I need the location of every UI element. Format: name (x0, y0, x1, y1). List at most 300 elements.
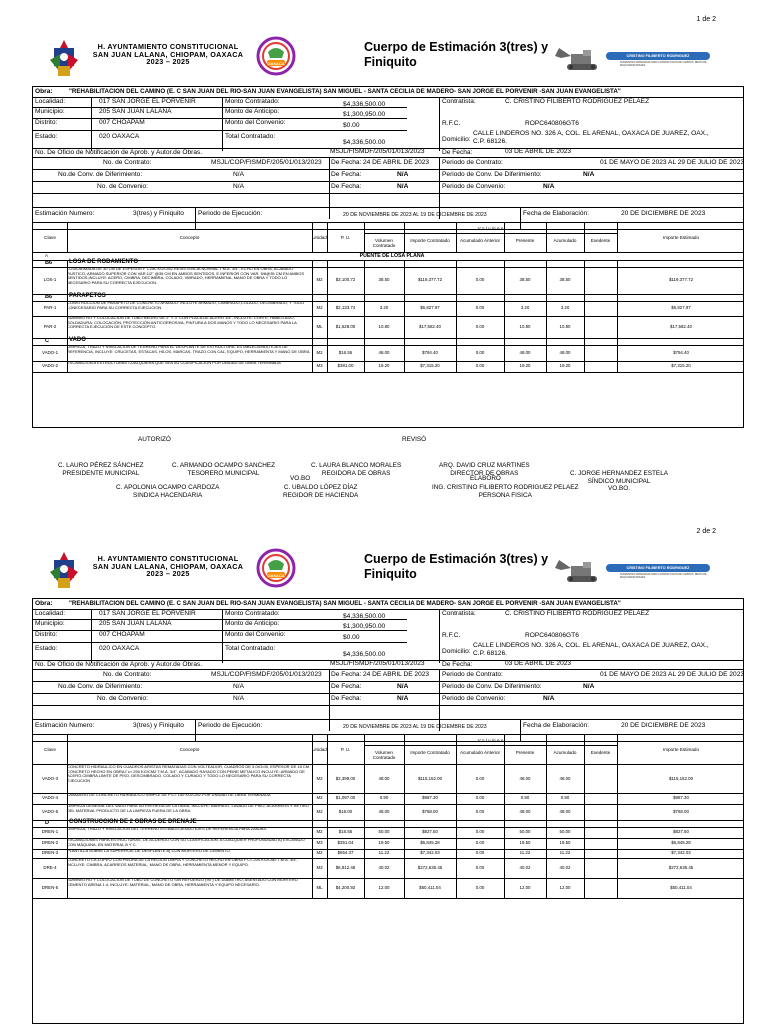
col-excedente: Exedente (590, 238, 611, 243)
contractor-logo (606, 560, 712, 588)
col-imp-contratado: Importe Contratado (410, 750, 450, 755)
estimacion-label: Estimación Numero: (35, 722, 95, 729)
row-acum-anterior: 0.00 (475, 829, 485, 834)
obra-value: "REHABILITACION DEL CAMINO (E. C SAN JUAN DEL RIO-SAN JUAN EVANGELISTA) SAN MIGUEL - SANTA CECILIA DE MADERO- SAN JORGE EL PORVENIR -SAN JUAN EVANGELISTA" (69, 88, 621, 95)
contrato-fecha-label: De Fecha: (331, 671, 362, 678)
convenio-fecha-label: De Fecha: (331, 183, 362, 190)
row-acum-anterior: 0.00 (475, 277, 485, 282)
page-number: 2 de 2 (696, 528, 716, 535)
domicilio-value-1: CALLE LINDEROS NO. 326 A, COL. EL ARENAL, OAXACA DE JUAREZ, OAX., (473, 642, 709, 649)
col-pu: P. U. (340, 235, 351, 240)
group-row (33, 260, 743, 267)
row-imp-estimado: $272,635.45 (668, 864, 694, 870)
table-row (33, 878, 743, 898)
title-line1: Cuerpo de Estimación 3(tres) y (364, 552, 549, 566)
distrito-value: 007 CHOAPAM (99, 119, 145, 126)
vobo-label: VO.BO (290, 475, 311, 482)
estimacion-label: Estimación Numero: (35, 210, 95, 217)
monto-contratado-value: $4,336,500.00 (343, 613, 386, 620)
table-row (33, 765, 743, 793)
contrato-fecha-label: De Fecha: (331, 159, 362, 166)
row-acumulado: 50.00 (559, 829, 571, 834)
signatory-sindica-hacendaria (116, 484, 219, 499)
row-vol-contratado: 0.90 (379, 795, 389, 800)
diferimiento-value: N/A (233, 683, 244, 690)
diferimiento-value: N/A (233, 171, 244, 178)
row-vol-contratado: 19.20 (378, 363, 390, 368)
row-unidad: M2 (316, 349, 323, 355)
distrito-value: 007 CHOAPAM (99, 631, 145, 638)
oficio-fecha-value: 03 DE ABRIL DE 2023 (505, 148, 572, 155)
col-presente: Presente (515, 238, 535, 243)
table-header (33, 735, 743, 765)
diferimiento-label: No.de Conv. de Diferimiento: (58, 171, 143, 178)
signatory-extra: VO.BO. (607, 485, 631, 493)
row-clave: DRE-4 (43, 864, 57, 870)
signatory-sindico (570, 470, 668, 493)
total-contratado-label: Total Contratado: (225, 645, 276, 652)
oficio-fecha-value: 03 DE ABRIL DE 2023 (505, 660, 572, 667)
row-acumulado: 0.90 (560, 795, 570, 800)
row-vol-contratado: 48.00 (378, 808, 390, 814)
table-header (33, 223, 743, 253)
signatory-role: PERSONA FISICA (478, 491, 532, 499)
row-unidad: M2 (316, 829, 323, 834)
row-clave: DREN-5 (41, 884, 59, 890)
row-acumulado: 12.00 (559, 884, 571, 890)
document-header (0, 546, 768, 596)
row-acum-anterior: 0.00 (475, 795, 485, 800)
periodo-diferimiento-value: N/A (583, 171, 595, 178)
row-pu: $381.00 (337, 363, 354, 368)
convenio-fecha-value: N/A (397, 695, 409, 702)
localidad-value: 017 SAN JORGE EL PORVENIR (99, 98, 196, 105)
row-clave: VADO-1 (41, 349, 59, 355)
group-code: C (45, 338, 50, 344)
row-vol-contratado: 10.80 (378, 323, 390, 329)
document-title (364, 552, 548, 582)
convenio-fecha-label: De Fecha: (331, 695, 362, 702)
signatory-role: DIRECTOR DE OBRAS (450, 469, 519, 477)
table-body (33, 765, 743, 1023)
row-clave: VADO-2 (41, 363, 59, 368)
row-pu: $2,133.74 (335, 305, 356, 310)
table-row (33, 849, 743, 858)
row-vol-contratado: 48.00 (378, 775, 390, 781)
domicilio-label: Domicilio: (442, 136, 471, 143)
reviso-label: REVISÓ (402, 436, 427, 443)
row-unidad: ML (316, 884, 323, 890)
signatory-name: C. LAURA BLANCO MORALES (311, 462, 402, 469)
signatory-contratista (432, 484, 578, 499)
group-title: VADO (69, 337, 86, 343)
row-presente: 48.00 (519, 775, 531, 781)
col-imp-contratado: Importe Contratado (410, 238, 450, 243)
signatory-role: SÍNDICO MUNICIPAL (587, 477, 651, 485)
row-presente: 10.80 (519, 323, 531, 329)
row-pu: $16.00 (338, 808, 353, 814)
col-clave: Clave (44, 747, 56, 752)
autorizo-label: AUTORIZÓ (138, 436, 171, 443)
distrito-label: Distrito: (35, 119, 58, 126)
contrato-value: MSJL/COP/FISMDF/205/01/013/2023 (211, 159, 322, 166)
municipio-label: Municipio: (35, 620, 65, 627)
seal-text: OAXACA (267, 61, 285, 66)
oficio-label: No. De Oficio de Notificación de Aprob. y Autor.de Obras. (35, 149, 203, 156)
row-imp-contratado: $794.40 (422, 349, 438, 355)
row-acum-anterior: 0.00 (475, 363, 485, 368)
obra-label: Obra: (35, 88, 53, 95)
diferimiento-fecha-value: N/A (397, 683, 409, 690)
municipio-label: Municipio: (35, 108, 65, 115)
row-clave: VADO-3 (41, 775, 59, 781)
rfc-value: ROPC640806GT6 (525, 120, 579, 127)
table-body (33, 253, 743, 427)
periodo-diferimiento-value: N/A (583, 683, 595, 690)
row-unidad: ML (316, 323, 323, 329)
periodo-ejecucion-label: Periodo de Ejecución: (198, 210, 263, 217)
row-unidad: M2 (316, 850, 323, 855)
municipality-line2: SAN JUAN LALANA, CHIOPAM, OAXACA (92, 561, 244, 571)
periodo-convenio-label: Periodo de Convenio: (442, 695, 506, 702)
obra-label: Obra: (35, 600, 53, 607)
contrato-fecha-value: 24 DE ABRIL DE 2023 (363, 159, 430, 166)
contrato-fecha-value: 24 DE ABRIL DE 2023 (363, 671, 430, 678)
row-acumulado: 48.00 (559, 808, 571, 814)
row-imp-contratado: $6,845.28 (420, 840, 440, 845)
row-pu: $1,097.00 (335, 795, 356, 800)
periodo-convenio-label: Periodo de Convenio: (442, 183, 506, 190)
signatory-role: REGIDORA DE OBRAS (321, 469, 391, 477)
row-clave: DREN-3 (41, 850, 59, 855)
col-volumen: V o l u m e n (477, 738, 504, 743)
row-imp-estimado: $50,411.04 (670, 884, 692, 890)
col-concepto: Concepto (179, 235, 200, 240)
signatory-name: C. LAURO PÉREZ SÁNCHEZ (58, 462, 144, 469)
row-vol-contratado: 19.50 (378, 840, 390, 845)
col-acum-anterior: Acumulado Anterior (459, 750, 501, 755)
row-pu: $16.55 (338, 829, 353, 834)
contratista-label: Contratista: (442, 98, 476, 105)
convenio-value: N/A (233, 695, 244, 702)
row-imp-contratado: $115,152.00 (417, 775, 443, 781)
row-presente: 50.00 (519, 829, 531, 834)
signatory-regidora-obras (311, 462, 401, 477)
total-contratado-value: $4,336,500.00 (343, 651, 386, 658)
domicilio-value-2: C.P. 68126. (473, 650, 507, 657)
row-unidad: M2 (316, 775, 323, 781)
page-number: 1 de 2 (696, 16, 716, 23)
table-row (33, 345, 743, 361)
estimacion-value: 3(tres) y Finiquito (133, 210, 184, 217)
group-title: PARAPETOS (69, 293, 106, 299)
table-row (33, 827, 743, 838)
row-unidad: M2 (316, 305, 323, 310)
estado-label: Estado: (35, 133, 58, 140)
municipal-emblem-icon (46, 550, 82, 590)
row-imp-contratado: $119,377.72 (417, 277, 443, 282)
row-pu: $1,628.00 (335, 323, 356, 329)
oficio-value: MSJL/FISMDF/205/01/013/2023 (330, 148, 425, 155)
row-clave: PAR-2 (43, 323, 57, 329)
table-row (33, 804, 743, 820)
oficio-value: MSJL/FISMDF/205/01/013/2023 (330, 660, 425, 667)
row-acumulado: 3.20 (560, 305, 570, 310)
row-imp-estimado: $987.30 (673, 795, 689, 800)
title-line2: Finiquito (364, 55, 417, 69)
col-volumen: V o l u m e n (477, 226, 504, 231)
row-concepto: LIMPIEZA, TRAZO Y NIVELACION DE TERRENO PARA EL DESPLANTE DE ESTRUCTURA, ESTABLECIENDO EJES DE REFERENCIA, INCLUYE: CRUCETAS, ESTACAS, HILOS, MARCAS, TRAZO CON CAL, EQUIPO, HERRAMIENTA Y MANO DE OBRA (67, 345, 310, 354)
municipality-name (84, 555, 252, 578)
oficio-fecha-label: De Fecha: (442, 661, 473, 668)
fecha-elaboracion-value: 20 DE DICIEMBRE DE 2023 (621, 722, 706, 729)
contractor-band: CRISTINO FILIBERTO RODRIGUEZ (606, 564, 710, 572)
col-clave: Clave (44, 235, 56, 240)
municipio-value: 205 SAN JUAN LALANA (99, 620, 172, 627)
row-acumulado: 19.20 (559, 363, 571, 368)
contrato-label: No. de Contrato: (103, 671, 152, 678)
periodo-contrato-label: Periodo de Contrato: (442, 159, 503, 166)
table-row (33, 793, 743, 804)
row-acumulado: 40.02 (559, 864, 571, 870)
row-acum-anterior: 0.00 (475, 349, 485, 355)
elaboro-label: ELABORÓ (470, 475, 501, 482)
estado-value: 020 OAXACA (99, 645, 140, 652)
total-contratado-label: Total Contratado: (225, 133, 276, 140)
row-unidad: M2 (316, 277, 323, 282)
contratista-label: Contratista: (442, 610, 476, 617)
table-row (33, 301, 743, 316)
row-imp-contratado: $272,635.45 (417, 864, 443, 870)
row-imp-contratado: $987.30 (422, 795, 438, 800)
row-presente: 38.50 (519, 277, 531, 282)
col-acumulado: Acumulado (553, 750, 577, 755)
monto-contratado-value: $4,336,500.00 (343, 101, 386, 108)
contractor-band: CRISTINO FILIBERTO RODRIGUEZ (606, 52, 710, 60)
periodo-ejecucion-label: Periodo de Ejecución: (198, 722, 263, 729)
row-concepto: EXCAVACIONES PARA ESTRUCTURAS, DE ACUERDO CON SU CLASIFICACIÓN, A CUALQUIER PROFUNDIDAD A) EXCAVADO CON MÁQUINA. EN MATERIAL B Y C. (67, 838, 305, 847)
row-vol-contratado: 12.00 (378, 884, 390, 890)
fecha-elaboracion-label: Fecha de Elaboración: (523, 210, 589, 217)
row-vol-contratado: 40.02 (378, 864, 390, 870)
diferimiento-fecha-value: N/A (397, 171, 409, 178)
row-concepto: LIMPIEZA, TRAZO Y NIVELACION DEL TERRENO ESTABLECIENDO EJES DE REFERENCIA PARA ZANJAS. (67, 827, 268, 831)
seal-text: OAXACA (267, 573, 285, 578)
monto-anticipo-value: $1,300,950.00 (343, 111, 386, 118)
row-imp-contratado: $7,315.20 (420, 363, 440, 368)
row-presente: 12.00 (519, 884, 531, 890)
periodo-contrato-label: Periodo de Contrato: (442, 671, 503, 678)
row-unidad: M3 (316, 864, 323, 870)
excavator-icon (553, 554, 607, 586)
row-presente: 48.00 (519, 349, 531, 355)
signatory-regidor-hacienda (283, 484, 358, 499)
signatory-role: REGIDOR DE HACIENDA (283, 491, 359, 499)
convenio-fecha-value: N/A (397, 183, 409, 190)
fecha-elaboracion-label: Fecha de Elaboración: (523, 722, 589, 729)
row-acum-anterior: 0.00 (475, 323, 485, 329)
periodo-ejecucion-value: 20 DE NOVIEMBRE DE 2023 AL 19 DE DICIEMBRE DE 2023 (343, 724, 487, 730)
concepts-table (32, 734, 744, 1024)
row-acum-anterior: 0.00 (475, 808, 485, 814)
domicilio-value-2: C.P. 68126. (473, 138, 507, 145)
municipality-line1: H. AYUNTAMIENTO CONSTITUCIONAL (97, 554, 239, 563)
group-code: D (45, 820, 50, 826)
row-pu: $351.04 (337, 840, 354, 845)
row-clave: PAR-1 (43, 305, 57, 310)
row-clave: DREN-1 (41, 829, 59, 834)
row-clave: LOS-1 (43, 277, 57, 282)
table-row (33, 858, 743, 878)
col-acum-anterior: Acumulado Anterior (459, 238, 501, 243)
monto-convenio-label: Monto del Convenio: (225, 631, 286, 638)
signatory-role: SINDICA HACENDARIA (133, 491, 203, 499)
row-acum-anterior: 0.00 (475, 884, 485, 890)
contractor-subtitle: SUMINISTRO MATERIALES PARA CONSTRUCCION DE CAMINOS, RENTA DE MAQUINARIA PESADA (620, 573, 707, 579)
col-concepto: Concepto (179, 747, 200, 752)
row-acumulado: 48.00 (559, 775, 571, 781)
row-presente: 0.90 (520, 795, 530, 800)
row-clave: VADO-4 (41, 795, 59, 800)
section-row (33, 253, 743, 260)
obra-value: "REHABILITACION DEL CAMINO (E. C SAN JUAN DEL RIO-SAN JUAN EVANGELISTA) SAN MIGUEL - SANTA CECILIA DE MADERO- SAN JORGE EL PORVENIR -SAN JUAN EVANGELISTA" (69, 600, 621, 607)
contratista-value: C. CRISTINO FILIBERTO RODRIGUEZ PELAEZ (505, 98, 650, 105)
rfc-label: R.F.C. (442, 120, 461, 127)
title-line2: Finiquito (364, 567, 417, 581)
localidad-value: 017 SAN JORGE EL PORVENIR (99, 610, 196, 617)
convenio-label: No. de Convenio: (97, 695, 148, 702)
municipality-line2: SAN JUAN LALANA, CHIOPAM, OAXACA (92, 49, 244, 59)
section-code: A (45, 253, 48, 258)
row-concepto: CONCRETO HIDRAULICO EN CUADROS ARISTAS REMATADAS CON VOLTEADOR, CUADROS DE 3.0X3.00, ESPESOR DE 15 CM CONCRETO HECHO EN OBRA f´c= 250 KG/CM2 T.M.A. 3/4". ACABADO RAYADO CON PEINE METALICO INCLUYE: ARMADO DE ACERO,CIMBRA LIMITE DE PISO, DESCIMBRADO, COLADO Y CURADO Y TODO LO NECESARIO PARA SU CORRECTA EJECUCION (67, 765, 310, 783)
signatory-name: C. JORGE HERNANDEZ ESTELA (570, 470, 669, 477)
municipality-line1: H. AYUNTAMIENTO CONSTITUCIONAL (97, 42, 239, 51)
municipality-years: 2023 – 2025 (146, 569, 190, 579)
convenio-value: N/A (233, 183, 244, 190)
monto-anticipo-value: $1,300,950.00 (343, 623, 386, 630)
page-2 (0, 512, 768, 1024)
localidad-label: Localidad: (35, 610, 66, 617)
col-excedente: Exedente (590, 750, 611, 755)
row-imp-contratado: $768.00 (422, 808, 438, 814)
row-imp-estimado: $768.00 (673, 808, 689, 814)
col-importe-estimado: Importe Estimado (663, 747, 699, 752)
contrato-value: MSJL/COP/FISMDF/205/01/013/2023 (211, 671, 322, 678)
periodo-diferimiento-label: Periodo de Conv. De Diferimiento: (442, 683, 542, 690)
monto-convenio-value: $0.00 (343, 122, 360, 129)
row-acum-anterior: 0.00 (475, 850, 485, 855)
periodo-convenio-value: N/A (543, 695, 555, 702)
row-pu: $4,200.92 (335, 884, 356, 890)
row-acum-anterior: 0.00 (475, 305, 485, 310)
col-pu: P. U. (340, 747, 351, 752)
row-imp-estimado: $7,342.03 (671, 850, 691, 855)
col-importe-estimado: Importe Estimado (663, 235, 699, 240)
monto-contratado-label: Monto Contratado: (225, 610, 280, 617)
group-title: LOSA DE RODAMIENTO (69, 259, 139, 265)
row-imp-contratado: $50,411.04 (419, 884, 441, 890)
row-vol-contratado: 11.22 (378, 850, 390, 855)
col-presente: Presente (515, 750, 535, 755)
diferimiento-label: No.de Conv. de Diferimiento: (58, 683, 143, 690)
row-acum-anterior: 0.00 (475, 840, 485, 845)
row-imp-estimado: $6,827.97 (671, 305, 691, 310)
signatory-presidente (58, 462, 144, 477)
total-contratado-value: $4,336,500.00 (343, 139, 386, 146)
row-pu: $16.55 (338, 349, 353, 355)
row-presente: 19.20 (519, 363, 531, 368)
row-acumulado: 11.22 (559, 850, 571, 855)
row-concepto: CONSTRUCCION DE PARAPETO DE CONCRETO ARMADO: INCLUYE ARMADO, CIMBRADO,COLADO, DECIMBRADO, Y TODO LONECESARIO PARA SU CORRECTA EJECUCION (67, 301, 305, 310)
row-imp-estimado: $827.50 (673, 829, 689, 834)
row-vol-contratado: 38.50 (378, 277, 390, 282)
row-imp-contratado: $17,582.40 (419, 323, 441, 329)
title-line1: Cuerpo de Estimación 3(tres) y (364, 40, 549, 54)
row-acum-anterior: 0.00 (475, 864, 485, 870)
group-title: CONSTRUCCION DE 2 OBRAS DE DRENAJE (69, 819, 197, 825)
row-presente: 48.00 (519, 808, 531, 814)
row-vol-contratado: 3.20 (379, 305, 389, 310)
group-row (33, 338, 743, 345)
row-concepto: SUMINISTRO Y COLOCACION DE TUBO DE CONCRETO SIN REFUERZO (90") DE DIAMETRO, ASENTADO CON MORTERO CEMENTO ARENA 1:4, INCLUYE: MATERIAL, MANO DE OBRA, HERRAMIENTA Y EQUIPO NECESARIO. (67, 878, 298, 887)
monto-anticipo-label: Monto de Anticipo: (225, 620, 280, 627)
row-imp-contratado: $827.50 (422, 829, 438, 834)
row-presente: 19.50 (519, 840, 531, 845)
row-concepto: CONCRETO CICLOPEO CON PIEDRA DE LA REGION LIMPIA Y CONCRETO HECHO EN OBRA F'C= 200 KG/CM2 T.M.A. 3/4", INCLUYE: CIMBRA, ACARREOS MATERIAL, MANO DE OBRA, HERRAMIENTA MENOR Y EQUIPO. (67, 858, 299, 867)
group-code: B6 (45, 260, 53, 266)
row-concepto: EXCAVACION A ESTRUCTURAS CUALQUIERA QUE SEA SU CLASIFICACION POR UNIDAD DE OBRA TERMINADA (67, 361, 281, 365)
row-concepto: PLANTILLA SOBRE LA SUPERFICIE DE DESPLANTE A) CON MORTERO DE CEMENTO. (67, 849, 231, 853)
row-clave: VADO-5 (41, 808, 59, 814)
row-pu: $3,100.72 (335, 277, 356, 282)
section-title: PUENTE DE LOSA PLANA (359, 253, 425, 259)
estado-label: Estado: (35, 645, 58, 652)
monto-convenio-label: Monto del Convenio: (225, 119, 286, 126)
row-pu: $654.37 (337, 850, 354, 855)
convenio-label: No. de Convenio: (97, 183, 148, 190)
row-acumulado: 19.50 (559, 840, 571, 845)
fecha-elaboracion-value: 20 DE DICIEMBRE DE 2023 (621, 210, 706, 217)
row-imp-estimado: $17,582.40 (670, 323, 692, 329)
table-row (33, 267, 743, 294)
row-imp-contratado: $7,342.03 (420, 850, 440, 855)
group-row (33, 294, 743, 301)
periodo-contrato-value: 01 DE MAYO DE 2023 AL 29 DE JULIO DE 2023 (600, 671, 745, 678)
row-vol-contratado: 48.00 (378, 349, 390, 355)
col-unidad: Unidad (312, 747, 327, 752)
row-concepto: LIMPIEZA GENERAL DEL VADO PARA SU ENTREGA DE LA OBRA, INCLUYE: BARRIDO, LAVADO DE PISO, ACARREOS Y RETIRO DEL MATERIAL PRODUCTO DE LA LIMPIEZA FUERA DE LA OBRA. (67, 804, 309, 813)
row-acumulado: 38.50 (559, 277, 571, 282)
info-block (32, 598, 744, 742)
monto-contratado-label: Monto Contratado: (225, 98, 280, 105)
monto-anticipo-label: Monto de Anticipo: (225, 108, 280, 115)
row-unidad: M2 (316, 808, 323, 814)
domicilio-value-1: CALLE LINDEROS NO. 326 A, COL. EL ARENAL, OAXACA DE JUAREZ, OAX., (473, 130, 709, 137)
row-vol-contratado: 50.00 (378, 829, 390, 834)
contrato-label: No. de Contrato: (103, 159, 152, 166)
row-imp-estimado: $115,152.00 (668, 775, 694, 781)
table-row (33, 316, 743, 338)
signatory-name: C. APOLONIA OCAMPO CARDOZA (116, 484, 220, 491)
row-imp-estimado: $794.40 (673, 349, 689, 355)
signatory-name: C. UBALDO LÓPEZ DÍAZ (283, 484, 358, 491)
concepts-table (32, 222, 744, 428)
estimacion-value: 3(tres) y Finiquito (133, 722, 184, 729)
row-presente: 3.20 (520, 305, 530, 310)
diferimiento-fecha-label: De Fecha: (331, 171, 362, 178)
col-vol-contratado: Volumen Contratado (372, 750, 396, 760)
row-unidad: M3 (316, 363, 323, 368)
